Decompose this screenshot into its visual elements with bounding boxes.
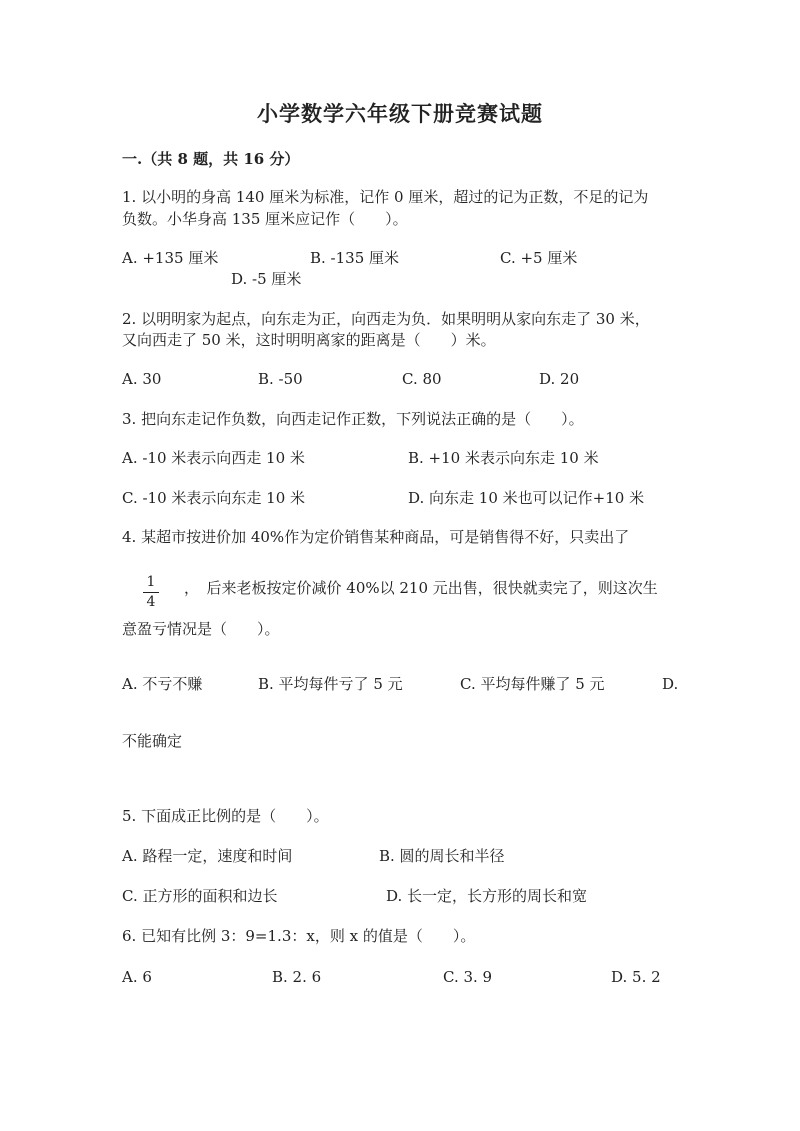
fraction-bar bbox=[143, 592, 159, 593]
question-2-line-1: 2. 以明明家为起点，向东走为正，向西走为负．如果明明从家向东走了 30 米， bbox=[122, 310, 650, 328]
question-5-line-1: 5. 下面成正比例的是（ ）。 bbox=[122, 807, 329, 825]
question-3-option-b: B. +10 米表示向东走 10 米 bbox=[408, 449, 599, 467]
question-1-option-b: B. -135 厘米 bbox=[310, 249, 400, 267]
question-5-option-b: B. 圆的周长和半径 bbox=[379, 847, 505, 865]
question-2-line-2: 又向西走了 50 米，这时明明离家的距离是（ ）米。 bbox=[122, 331, 496, 349]
question-2-option-d: D. 20 bbox=[539, 370, 580, 388]
question-4-line-1: 4. 某超市按进价加 40%作为定价销售某种商品，可是销售得不好，只卖出了 bbox=[122, 528, 630, 546]
question-5-option-d: D. 长一定，长方形的周长和宽 bbox=[386, 887, 588, 905]
question-2-option-b: B. -50 bbox=[258, 370, 303, 388]
fraction-one-quarter bbox=[141, 574, 161, 611]
question-3-option-c: C. -10 米表示向东走 10 米 bbox=[122, 489, 306, 507]
question-2-option-c: C. 80 bbox=[402, 370, 442, 388]
question-1-option-d: D. -5 厘米 bbox=[231, 270, 302, 288]
fraction-numerator: 1 bbox=[146, 574, 156, 590]
question-4-option-d-text: 不能确定 bbox=[122, 732, 183, 750]
question-1-option-a: A. +135 厘米 bbox=[122, 249, 219, 267]
fraction-denominator: 4 bbox=[146, 594, 156, 610]
question-1-line-1: 1. 以小明的身高 140 厘米为标准，记作 0 厘米，超过的记为正数，不足的记为 bbox=[122, 188, 649, 206]
question-6-option-d: D. 5. 2 bbox=[611, 968, 661, 986]
question-6-line-1: 6. 已知有比例 3：9=1.3：x，则 x 的值是（ ）。 bbox=[122, 927, 476, 945]
question-3-option-a: A. -10 米表示向西走 10 米 bbox=[122, 449, 305, 467]
question-4-line-2: ， 后来老板按定价减价 40%以 210 元出售，很快就卖完了，则这次生 bbox=[184, 579, 658, 597]
question-4-line-3: 意盈亏情况是（ ）。 bbox=[122, 620, 280, 638]
page-title: 小学数学六年级下册竞赛试题 bbox=[257, 101, 543, 126]
question-4-option-b: B. 平均每件亏了 5 元 bbox=[258, 675, 403, 693]
question-5-option-a: A. 路程一定，速度和时间 bbox=[122, 847, 293, 865]
question-4-option-d: D. bbox=[662, 675, 679, 693]
question-1-option-c: C. +5 厘米 bbox=[500, 249, 578, 267]
section-heading: 一.（共 8 题，共 16 分） bbox=[122, 150, 300, 168]
question-3-option-d: D. 向东走 10 米也可以记作+10 米 bbox=[408, 489, 645, 507]
question-5-option-c: C. 正方形的面积和边长 bbox=[122, 887, 278, 905]
question-6-option-c: C. 3. 9 bbox=[443, 968, 493, 986]
question-6-option-a: A. 6 bbox=[122, 968, 152, 986]
question-4-option-a: A. 不亏不赚 bbox=[122, 675, 203, 693]
question-4-option-c: C. 平均每件赚了 5 元 bbox=[460, 675, 605, 693]
question-3-line-1: 3. 把向东走记作负数，向西走记作正数，下列说法正确的是（ ）。 bbox=[122, 410, 584, 428]
question-2-option-a: A. 30 bbox=[122, 370, 162, 388]
question-6-option-b: B. 2. 6 bbox=[272, 968, 322, 986]
question-1-line-2: 负数。小华身高 135 厘米应记作（ ）。 bbox=[122, 210, 408, 228]
